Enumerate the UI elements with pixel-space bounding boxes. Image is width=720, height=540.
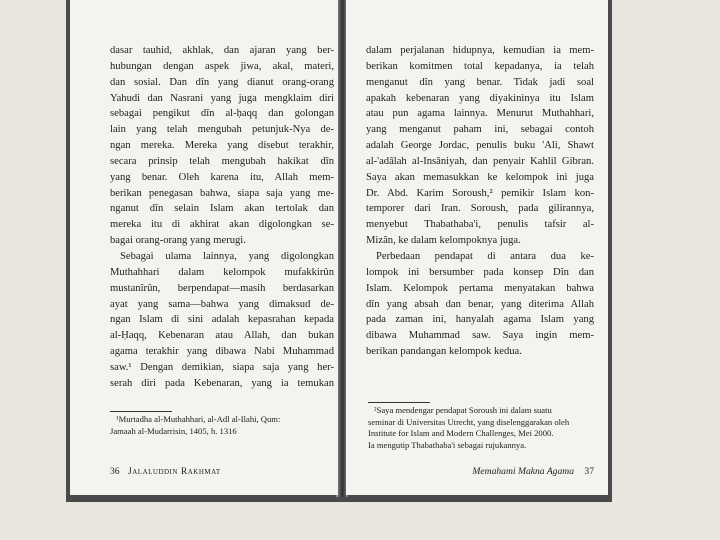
left-page [70, 0, 338, 495]
text-line: bagai orang-orang yang merugi. [110, 235, 246, 247]
text-line: Islam. Kelompok pertama menyatakan bahwa [366, 282, 594, 294]
footnote-line: ²Saya mendengar pendapat Soroush ini dalam suatu [374, 405, 552, 415]
text-line: hubungan dengan aspek jiwa, akal, materi, [110, 60, 334, 72]
text-line: Yahudi dan Nasrani yang juga mengklaim diri [110, 92, 334, 104]
text-line: sebagai pengikut dîn al-ḥaqq dan golongan [110, 108, 334, 120]
text-line: lompok ini bersumber pada konsep Dîn dan [366, 266, 594, 278]
footnote-rule [110, 411, 172, 412]
text-line: Muthahhari dalam kelompok mufakkirûn [110, 266, 334, 278]
page-number: 36 [110, 466, 120, 477]
text-line: menyebut Thabathaba'i, penulis tafsir al- [366, 219, 594, 231]
text-line: adalah George Jordac, penulis buku 'Ali, Shawt [366, 140, 594, 152]
footnote-line: ¹Murtadha al-Muthahhari, al-Adl al-Ilahi, Qum: [116, 414, 281, 424]
text-line: pada zaman ini, hanyalah agama Islam yang [366, 314, 594, 326]
text-line: serah diri pada Kebenaran, yang ia temukan [110, 377, 334, 389]
text-line: Mizân, ke dalam kelompoknya juga. [366, 235, 521, 247]
left-footnote [110, 414, 334, 437]
text-line: yang menganut paham ini, sebagai contoh [366, 124, 594, 136]
text-line: al-Ḥaqq, Kebenaran atau Allah, dan bukan [110, 330, 334, 342]
text-line: dîn yang absah dan benar, yang diterima Allah [366, 298, 594, 310]
footnote-rule [368, 402, 430, 403]
left-page-body [110, 43, 334, 392]
text-line: berikan komitmen total kepadanya, ia telah [366, 60, 594, 72]
right-page-body [366, 43, 594, 360]
text-line: lain yang telah mengubah petunjuk-Nya de- [110, 124, 334, 136]
text-line: saw.¹ Dengan demikian, siapa saja yang her- [110, 361, 334, 373]
text-line: yang benar. Oleh karena itu, Allah mem- [110, 171, 334, 183]
text-line: dasar tauhid, akhlak, dan ajaran yang ber- [110, 45, 334, 56]
text-line: ngan Islam di sini adalah kepasrahan kepada [110, 314, 334, 326]
right-page [346, 0, 608, 495]
running-head: Memahami Makna Agama [472, 466, 574, 477]
text-line: dibawa Muhammad saw. Saya ingin mem- [366, 330, 594, 342]
text-line: Sebagai ulama lainnya, yang digolongkan [120, 250, 334, 262]
text-line: nganut dîn selain Islam akan tertolak dan [110, 203, 334, 215]
footnote-line: Institute for Islam and Modern Challenges, Mei 2000. [368, 428, 554, 439]
text-line: apakah kebenaran yang diyakininya itu Islam [366, 92, 594, 104]
footnote-line: Jamaah al-Mudarrisin, 1405, h. 1316 [110, 425, 237, 436]
right-footnote [368, 405, 594, 451]
text-line: Saya akan memasukkan ke kelompok ini juga [366, 171, 594, 183]
text-line: al-'adâlah al-Insâniyah, dan penyair Kahlil Gibran. [366, 155, 594, 167]
text-line: mereka itu di akhirat akan digolongkan se- [110, 219, 334, 231]
text-line: ngan mereka. Mereka yang disebut terakhir, [110, 140, 334, 152]
text-line: agama terakhir yang dibawa Nabi Muhammad [110, 346, 334, 358]
left-folio [110, 466, 334, 477]
text-line: berikan pandangan kelompok kedua. [366, 346, 522, 358]
text-line: Dr. Abd. Karim Soroush,² pemikir Islam kon- [366, 187, 594, 199]
page-number: 37 [584, 466, 594, 477]
text-line: Perbedaan pendapat di antara dua ke- [376, 250, 594, 262]
footnote-line: seminar di Universitas Utrecht, yang diselenggarakan oleh [368, 416, 570, 427]
text-line: atau pun agama lainnya. Menurut Muthahhari, [366, 108, 594, 120]
footnote-line: Ia mengutip Thabathaba'i sebagai rujukannya. [368, 439, 527, 450]
text-line: ayat yang sama—bahwa yang dimaksud de- [110, 298, 334, 310]
text-line: dan sosial. Dan dîn yang dianut orang-orang [110, 76, 334, 88]
text-line: dalam perjalanan hidupnya, kemudian ia mem- [366, 45, 594, 56]
running-head: Jalaluddin Rakhmat [128, 466, 221, 477]
text-line: temporer dari Iran. Soroush, pada gilirannya, [366, 203, 594, 215]
text-line: secara prinsip telah mengubah hakikat dîn [110, 155, 334, 167]
text-line: berikan penegasan bahwa, siapa saja yang me- [110, 187, 334, 199]
right-folio [368, 466, 594, 477]
text-line: mustanîrûn, berpendapat—masih berdasarkan [110, 282, 334, 294]
text-line: menganut dîn yang benar. Tidak jadi soal [366, 76, 594, 88]
